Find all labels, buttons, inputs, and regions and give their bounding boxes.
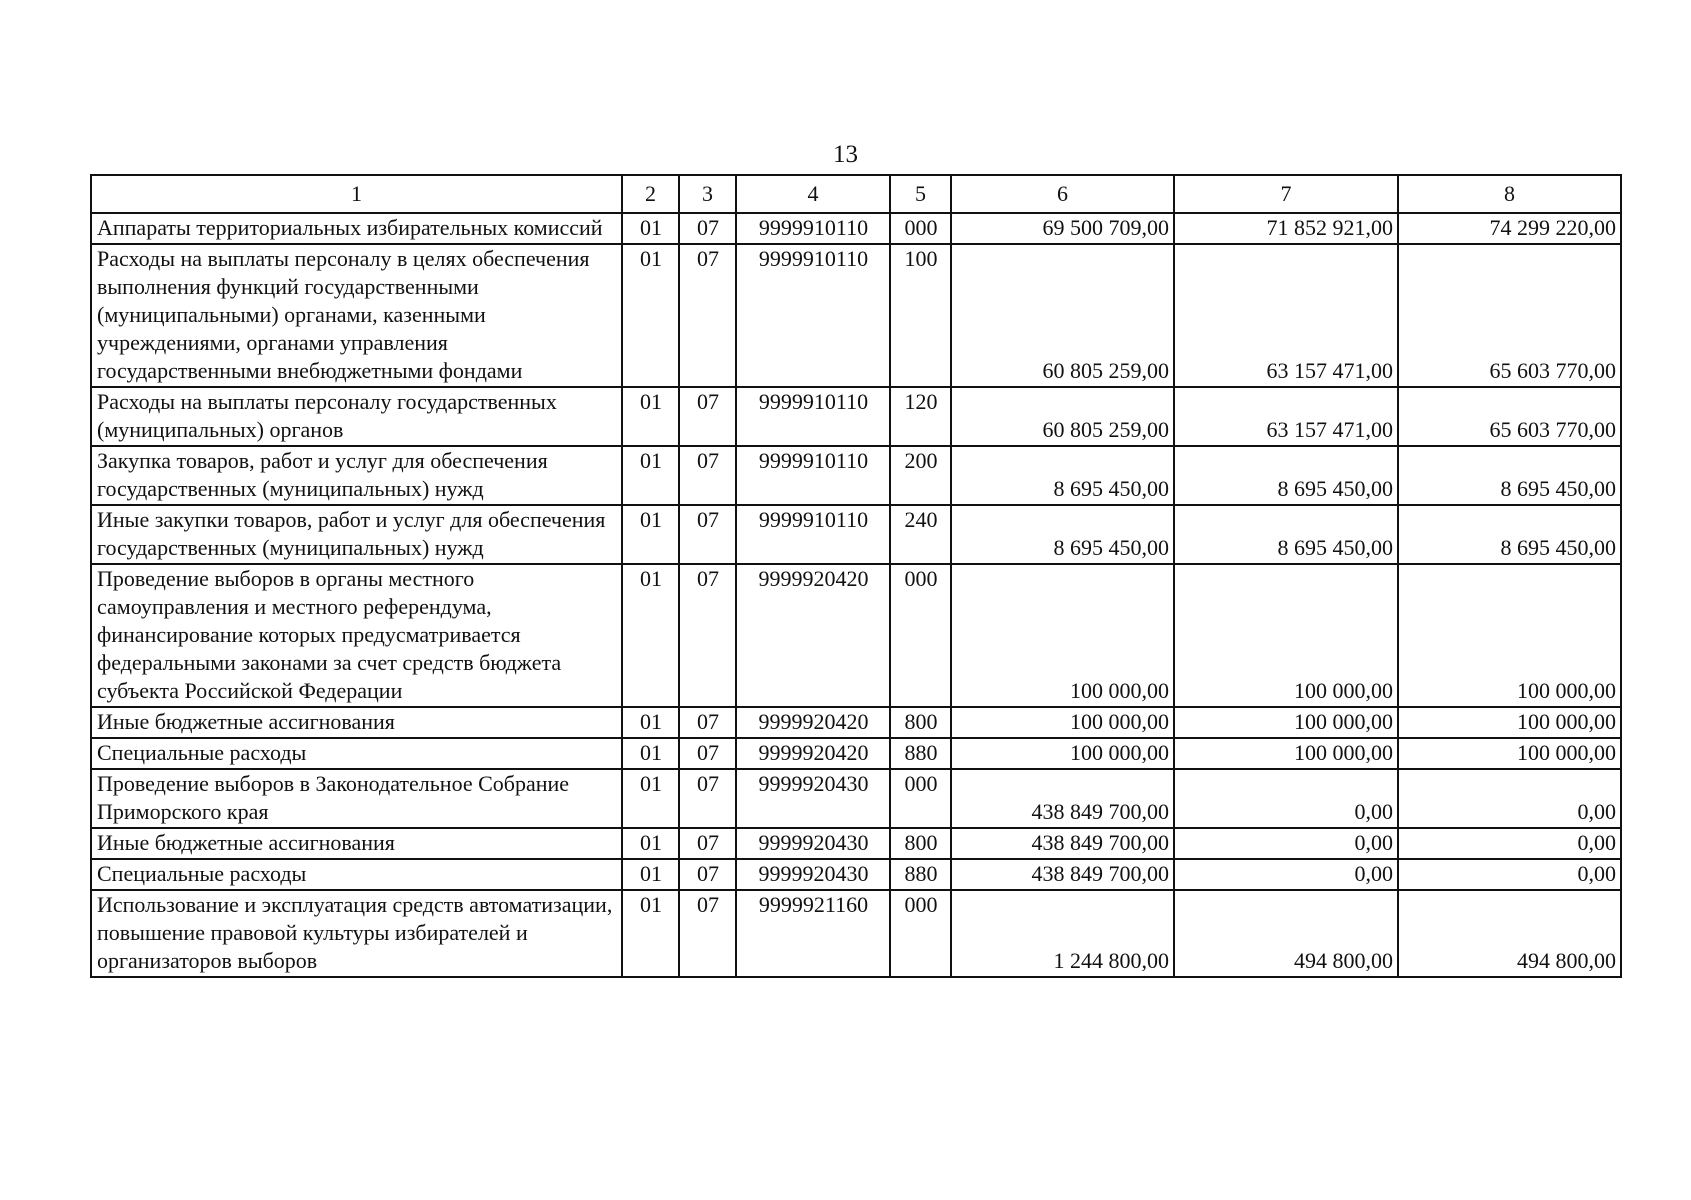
amount-col6: 438 849 700,00 [951,769,1174,828]
table-row [91,564,1621,707]
amount-col8: 74 299 220,00 [1398,213,1621,244]
target-article-code: 9999920430 [736,859,890,890]
amount-col7: 63 157 471,00 [1174,244,1398,387]
amount-col7: 100 000,00 [1174,707,1398,738]
amount-col8: 8 695 450,00 [1398,446,1621,505]
expense-name: Использование и эксплуатация средств автоматизации, повышение правовой культуры избирателей и организаторов выборов [91,890,622,977]
target-article-code: 9999910110 [736,387,890,446]
amount-col8: 8 695 450,00 [1398,505,1621,564]
subsection-code: 07 [679,859,736,890]
section-code: 01 [622,446,679,505]
column-header: 6 [951,175,1174,213]
column-header: 8 [1398,175,1621,213]
subsection-code: 07 [679,828,736,859]
target-article-code: 9999921160 [736,890,890,977]
amount-col6: 69 500 709,00 [951,213,1174,244]
expense-type-code: 800 [890,707,951,738]
subsection-code: 07 [679,738,736,769]
expense-name: Проведение выборов в органы местного самоуправления и местного референдума, финансирование которых предусматривается федеральными законами за счет средств бюджета субъекта Российской Федерации [91,564,622,707]
table-row [91,387,1621,446]
section-code: 01 [622,564,679,707]
column-header: 1 [91,175,622,213]
expense-type-code: 120 [890,387,951,446]
expense-name: Иные бюджетные ассигнования [91,707,622,738]
target-article-code: 9999910110 [736,244,890,387]
expense-name: Специальные расходы [91,738,622,769]
expense-type-code: 880 [890,738,951,769]
table-row [91,859,1621,890]
amount-col8: 0,00 [1398,828,1621,859]
expense-name: Расходы на выплаты персоналу в целях обеспечения выполнения функций государственными (муниципальными) органами, казенными учреждениями, органами управления государственными внебюджетными фондами [91,244,622,387]
target-article-code: 9999910110 [736,446,890,505]
amount-col8: 100 000,00 [1398,707,1621,738]
amount-col6: 100 000,00 [951,738,1174,769]
amount-col7: 71 852 921,00 [1174,213,1398,244]
section-code: 01 [622,213,679,244]
expense-name: Иные закупки товаров, работ и услуг для обеспечения государственных (муниципальных) нужд [91,505,622,564]
column-header: 7 [1174,175,1398,213]
expense-name: Иные бюджетные ассигнования [91,828,622,859]
section-code: 01 [622,859,679,890]
column-number-row [91,175,1621,213]
amount-col6: 1 244 800,00 [951,890,1174,977]
subsection-code: 07 [679,244,736,387]
column-header: 2 [622,175,679,213]
column-header: 5 [890,175,951,213]
amount-col6: 438 849 700,00 [951,828,1174,859]
amount-col6: 100 000,00 [951,707,1174,738]
amount-col7: 8 695 450,00 [1174,446,1398,505]
amount-col6: 60 805 259,00 [951,244,1174,387]
amount-col8: 0,00 [1398,859,1621,890]
target-article-code: 9999920420 [736,738,890,769]
subsection-code: 07 [679,564,736,707]
section-code: 01 [622,387,679,446]
amount-col7: 0,00 [1174,859,1398,890]
target-article-code: 9999910110 [736,505,890,564]
table-row [91,446,1621,505]
expense-type-code: 000 [890,769,951,828]
expense-type-code: 000 [890,564,951,707]
expense-type-code: 000 [890,890,951,977]
target-article-code: 9999920430 [736,769,890,828]
subsection-code: 07 [679,707,736,738]
expense-name: Специальные расходы [91,859,622,890]
expense-name: Аппараты территориальных избирательных комиссий [91,213,622,244]
amount-col8: 65 603 770,00 [1398,387,1621,446]
subsection-code: 07 [679,505,736,564]
amount-col8: 100 000,00 [1398,738,1621,769]
table-row [91,505,1621,564]
section-code: 01 [622,890,679,977]
expense-type-code: 240 [890,505,951,564]
amount-col6: 100 000,00 [951,564,1174,707]
expense-name: Проведение выборов в Законодательное Собрание Приморского края [91,769,622,828]
column-header: 4 [736,175,890,213]
target-article-code: 9999920420 [736,707,890,738]
amount-col6: 8 695 450,00 [951,446,1174,505]
expense-type-code: 200 [890,446,951,505]
target-article-code: 9999920420 [736,564,890,707]
amount-col7: 494 800,00 [1174,890,1398,977]
table-row [91,890,1621,977]
amount-col7: 0,00 [1174,769,1398,828]
amount-col7: 100 000,00 [1174,564,1398,707]
column-header: 3 [679,175,736,213]
target-article-code: 9999910110 [736,213,890,244]
expense-type-code: 100 [890,244,951,387]
amount-col8: 494 800,00 [1398,890,1621,977]
amount-col7: 8 695 450,00 [1174,505,1398,564]
budget-table [90,174,1622,978]
amount-col7: 63 157 471,00 [1174,387,1398,446]
section-code: 01 [622,828,679,859]
table-row [91,213,1621,244]
table-row [91,707,1621,738]
section-code: 01 [622,505,679,564]
amount-col7: 100 000,00 [1174,738,1398,769]
expense-type-code: 880 [890,859,951,890]
subsection-code: 07 [679,769,736,828]
subsection-code: 07 [679,446,736,505]
amount-col8: 100 000,00 [1398,564,1621,707]
amount-col7: 0,00 [1174,828,1398,859]
expense-name: Закупка товаров, работ и услуг для обеспечения государственных (муниципальных) нужд [91,446,622,505]
expense-type-code: 000 [890,213,951,244]
section-code: 01 [622,738,679,769]
section-code: 01 [622,769,679,828]
amount-col8: 65 603 770,00 [1398,244,1621,387]
subsection-code: 07 [679,890,736,977]
section-code: 01 [622,707,679,738]
page-number: 13 [833,141,858,168]
section-code: 01 [622,244,679,387]
table-row [91,769,1621,828]
expense-name: Расходы на выплаты персоналу государственных (муниципальных) органов [91,387,622,446]
target-article-code: 9999920430 [736,828,890,859]
amount-col8: 0,00 [1398,769,1621,828]
amount-col6: 8 695 450,00 [951,505,1174,564]
amount-col6: 60 805 259,00 [951,387,1174,446]
table-row [91,244,1621,387]
subsection-code: 07 [679,213,736,244]
table-row [91,738,1621,769]
table-row [91,828,1621,859]
subsection-code: 07 [679,387,736,446]
expense-type-code: 800 [890,828,951,859]
amount-col6: 438 849 700,00 [951,859,1174,890]
